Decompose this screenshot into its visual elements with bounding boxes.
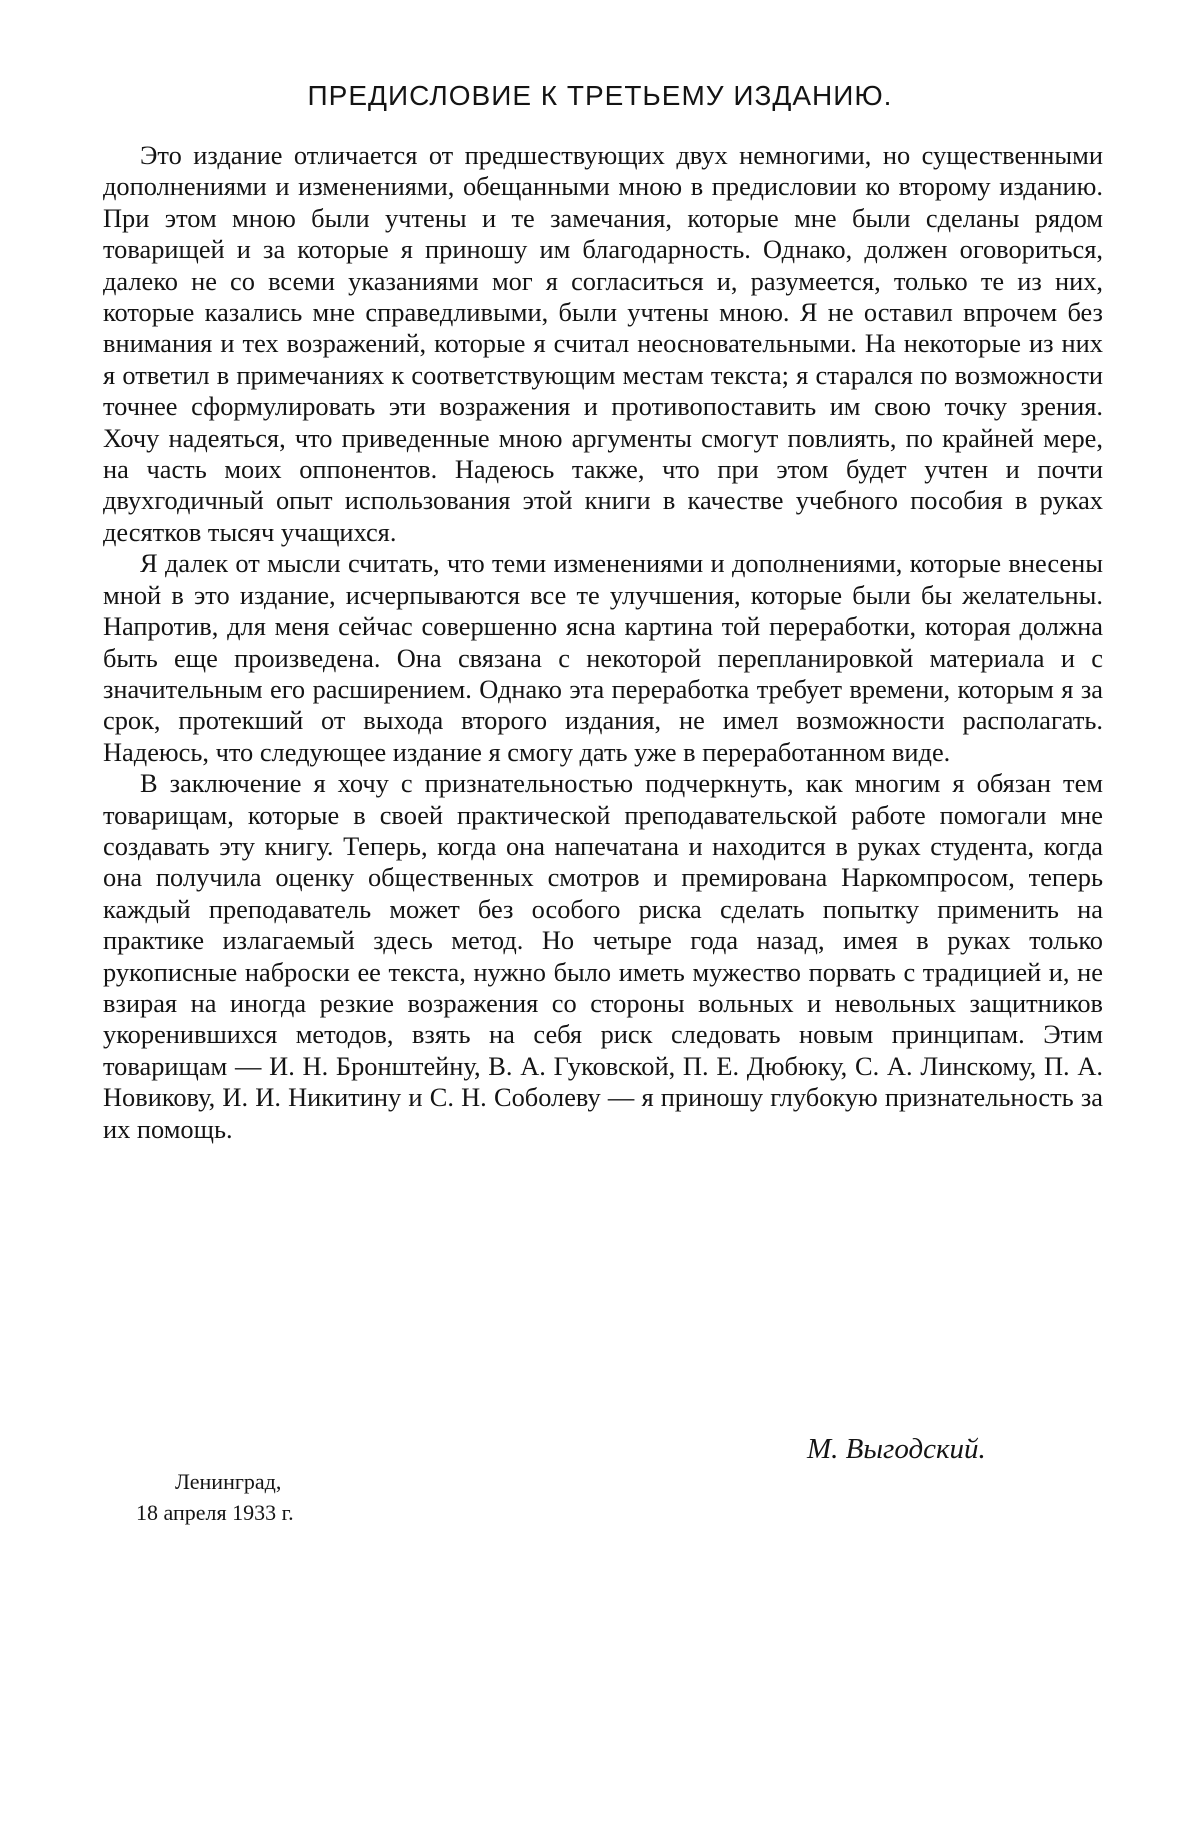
paragraph: Это издание отличается от предшествующих двух немногими, но существенными дополнениями и изменениями, обещанными мною в предисловии ко второму изданию. При этом мною были учтены и те замечания, которые мне были сделаны рядом товарищей и за которые я приношу им благодарность. Однако, должен оговориться, далеко не со всеми указаниями мог я согласиться и, разумеется, только те из них, которые казались мне справедливыми, были учтены мною. Я не оставил впрочем без внимания и тех возражений, которые я считал неосновательными. На некоторые из них я ответил в примечаниях к соответствующим местам текста; я старался по возможности точнее сформулировать эти возражения и противопоставить им свою точку зрения. Хочу надеяться, что приведенные мною аргументы смогут повлиять, по крайней мере, на часть моих оппонентов. Надеюсь также, что при этом будет учтен и почти двухгодичный опыт использования этой книги в качестве учебного пособия в руках десятков тысяч учащихся.: [103, 140, 1103, 547]
date-line: 18 апреля 1933 г.: [136, 1500, 294, 1525]
paragraph: В заключение я хочу с признательностью подчеркнуть, как многим я обязан тем товарищам, которые в своей практической преподавательской работе помогали мне создавать эту книгу. Теперь, когда она напечатана и находится в руках студента, когда она получила оценку общественных смотров и премирована Наркомпросом, теперь каждый преподаватель может без особого риска сделать попытку применить на практике излагаемый здесь метод. Но четыре года назад, имея в руках только рукописные наброски ее текста, нужно было иметь мужество порвать с традицией и, не взирая на иногда резкие возражения со стороны вольных и невольных защитников укоренившихся методов, взять на себя риск следовать новым принципам. Этим товарищам — И. Н. Бронштейну, В. А. Гуковской, П. Е. Дюбюку, С. А. Линскому, П. А. Новикову, И. И. Никитину и С. Н. Соболеву — я приношу глубокую признательность за их помощь.: [103, 768, 1103, 1144]
page-title: ПРЕДИСЛОВИЕ К ТРЕТЬЕМУ ИЗДАНИЮ.: [307, 80, 893, 111]
paragraph: Я далек от мысли считать, что теми изменениями и дополнениями, которые внесены мной в это издание, исчерпываются все те улучшения, которые были бы желательны. Напротив, для меня сейчас совершенно ясна картина той переработки, которая должна быть еще произведена. Она связана с некоторой перепланировкой материала и с значительным его расширением. Однако эта переработка требует времени, которым я за срок, протекший от выхода второго издания, не имел возможности располагать. Надеюсь, что следующее издание я смогу дать уже в переработанном виде.: [103, 548, 1103, 767]
preface-body: [103, 140, 1103, 1145]
author-signature: М. Выгодский.: [807, 1433, 986, 1465]
place-line: Ленинград,: [175, 1469, 282, 1494]
